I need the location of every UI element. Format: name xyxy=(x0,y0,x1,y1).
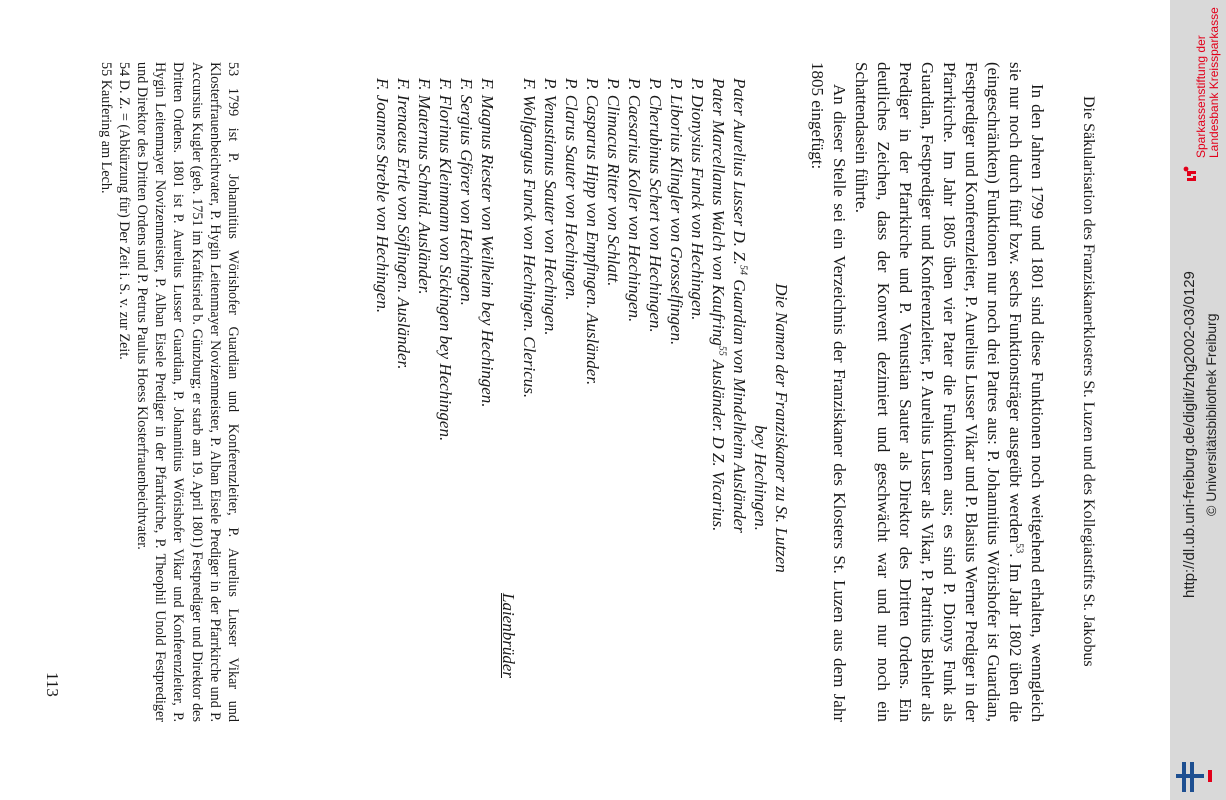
list-item: F. Wolfgangus Funck von Hechingen. Clericus. xyxy=(520,78,539,399)
list-item: P. Casparus Hipp von Empfingen. Ausländer. xyxy=(583,78,602,386)
list-section-heading xyxy=(498,78,519,738)
footnotes xyxy=(96,62,242,722)
footnote-ref-55[interactable]: 55 xyxy=(716,345,728,356)
list-item-text: Pater Aurelius Lusser D. Z. xyxy=(730,78,749,266)
list-item-text: Guardian von Mindelheim Ausländer xyxy=(730,275,749,533)
friar-list xyxy=(372,78,792,738)
list-subheading: bey Hechingen. xyxy=(751,425,770,531)
list-item: P. Dionysius Funck von Hechingen. xyxy=(688,78,707,321)
paragraph-1 xyxy=(850,62,1048,722)
ub-freiburg-logo-icon xyxy=(1174,758,1222,796)
footnote-55: 55 Kaufering am Lech. xyxy=(97,62,114,194)
list-item: P. Cherubinus Schert von Hechingen. xyxy=(646,78,665,333)
footnote-ref-54[interactable]: 54 xyxy=(737,265,749,276)
footnote-53: 53 1799 ist P. Johannitius Wörishofer Guardian und Konferenzleiter, P. Aurelius Lusser Vikar und Klosterfrauenbeichtvater, P. Hygin Leitenmayer Novizenmeister, P. Alban Eisele Prediger in der Pfarrkirche und P. Accursius Kugler (geb. 1751 im Kraftisried b. Günzburg; er starb am 19. April 1801) Festprediger und Direktor des Dritten Ordens. 1801 ist P. Aurelius Lusser Guardian, P. Johannitius Wörishofer Vikar und Konferenzleiter, P. Hygin Leitenmayer Novizenmeister, P. Alban Eisele Prediger in der Pfarrkirche, P. Theophil Unold Festprediger und Direktor des Dritten Ordens und P. Petrus Paulus Hoess Klosterfrauenbeichtvater. xyxy=(133,62,241,722)
footnote-54: 54 D. Z. = (Abkürzung für) Der Zeit i. S. v. zur Zeit. xyxy=(115,62,132,360)
list-item: P. Venustianus Sauter von Hechingen. xyxy=(541,78,560,336)
sparkasse-logo-icon xyxy=(1182,166,1198,182)
sponsor-line-1: Sparkassenstiftung der xyxy=(1194,35,1208,158)
list-item: P. Clarus Sauter von Hechingen. xyxy=(562,78,581,301)
list-item xyxy=(729,78,750,738)
list-item-text: Pater Marcellanus Walch von Kaufring xyxy=(709,78,728,346)
list-item: P. Climacus Ritter von Schlatt. xyxy=(604,78,623,287)
list-item: F. Joannes Streble von Hechingen. xyxy=(373,78,392,314)
paragraph-1-text-b: . Im Jahr 1802 üben die (eingeschränkten) Funktionen nur noch drei Patres aus: P. Johannitius Wörishofer ist Guardian, Festprediger und Konferenzleiter, P. Aurelius Lusser Vikar und P. Blasius Werner Prediger in der Pfarrkirche. Im Jahr 1805 üben vier Pater die Funktionen aus; es sind P. Dionys Funk als Guardian, Festprediger und Konferenzleiter, P. Aurelius Lusser als Vikar, P. Patritius Biehler als Prediger in der Pfarrkirche und P. Venustian Sauter als Direktor des Dritten Ordens. Ein deutliches Zeichen, dass der Konvent dezimiert und geschwächt war und nur noch ein Schattendasein führte. xyxy=(852,62,1025,722)
list-item: P. Liborius Klingler von Grosselfingen. xyxy=(667,78,686,346)
copyright-text: © Universitätsbibliothek Freiburg xyxy=(1203,313,1219,516)
list-item: F. Sergius Gförer von Hechingen. xyxy=(457,78,476,306)
page-number: 113 xyxy=(43,672,62,697)
list-item: F. Florinus Kleinmann von Sickingen bey Hechingen. xyxy=(436,78,455,442)
list-heading: Die Namen der Franziskaner zu St. Lutzen xyxy=(772,283,791,573)
running-head: Die Säkularisation des Franziskanerklosters St. Luzen und des Kollegiatstifts St. Jakobus xyxy=(1080,96,1097,667)
footnote-ref-53[interactable]: 53 xyxy=(1013,543,1025,554)
list-item: P. Caesarius Koller von Hechingen. xyxy=(625,78,644,323)
list-item-text: Ausländer. D Z. Vicarius. xyxy=(709,355,728,532)
laienbrueder-heading: Laienbrüder xyxy=(499,593,518,678)
list-item: F. Magnus Riester von Weilheim bey Hechingen. xyxy=(478,78,497,408)
list-item: F. Maternus Schmid. Ausländer. xyxy=(415,78,434,295)
body-text xyxy=(806,62,1048,722)
paragraph-2: An dieser Stelle sei ein Verzeichnis der Franziskaner des Klosters St. Luzen aus dem Jahr 1805 eingefügt: xyxy=(808,62,849,722)
list-item: F. Irenaeus Ertle von Söflingen. Ausländer. xyxy=(394,78,413,370)
list-item xyxy=(708,78,729,738)
paragraph-1-text-a: In den Jahren 1799 und 1801 sind diese Funktionen noch weitgehend erhalten, wenngleich sie nur noch durch fünf bzw. sechs Funktionsträger ausgeübt werden xyxy=(1006,62,1047,722)
sponsor-line-2: Landesbank Kreissparkasse xyxy=(1207,7,1221,158)
document-url-link[interactable]: http://dl.ub.uni-freiburg.de/diglit/zhg2002-03/0129 xyxy=(1181,271,1198,598)
